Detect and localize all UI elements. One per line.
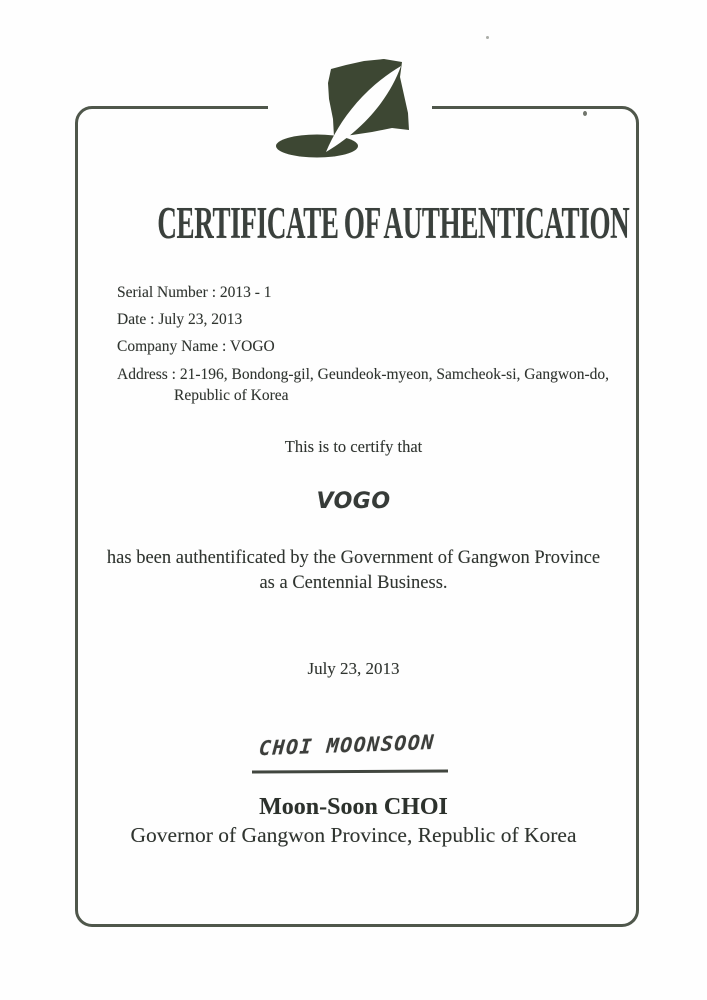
leaf-logo-icon xyxy=(268,55,432,163)
address-line xyxy=(117,364,627,406)
certificate-details xyxy=(117,279,627,406)
page-title-text: CERTIFICATE OF AUTHENTICATION xyxy=(157,198,630,248)
scan-speck xyxy=(486,36,489,39)
address-line2: Republic of Korea xyxy=(174,387,289,404)
certified-company-name: VOGO xyxy=(316,489,391,514)
company-name-line: Company Name : VOGO xyxy=(117,338,275,355)
serial-number-line: Serial Number : 2013 - 1 xyxy=(117,284,272,301)
address-line1: Address : 21-196, Bondong-gil, Geundeok-myeon, Samcheok-si, Gangwon-do, xyxy=(117,366,610,383)
page-title xyxy=(0,197,707,249)
signer-name: Moon-Soon CHOI xyxy=(259,794,448,820)
statement-line1: has been authentificated by the Government of Gangwon Province xyxy=(106,548,601,568)
certify-line: This is to certify that xyxy=(284,437,423,456)
scan-speck xyxy=(583,111,587,116)
certification-statement xyxy=(0,546,707,595)
date-line: Date : July 23, 2013 xyxy=(117,311,243,328)
signer-title: Governor of Gangwon Province, Republic of Korea xyxy=(130,823,577,847)
signature: CHOI MOONSOON xyxy=(258,729,436,761)
statement-line2: as a Centennial Business. xyxy=(259,572,448,593)
issue-date: July 23, 2013 xyxy=(307,659,400,678)
